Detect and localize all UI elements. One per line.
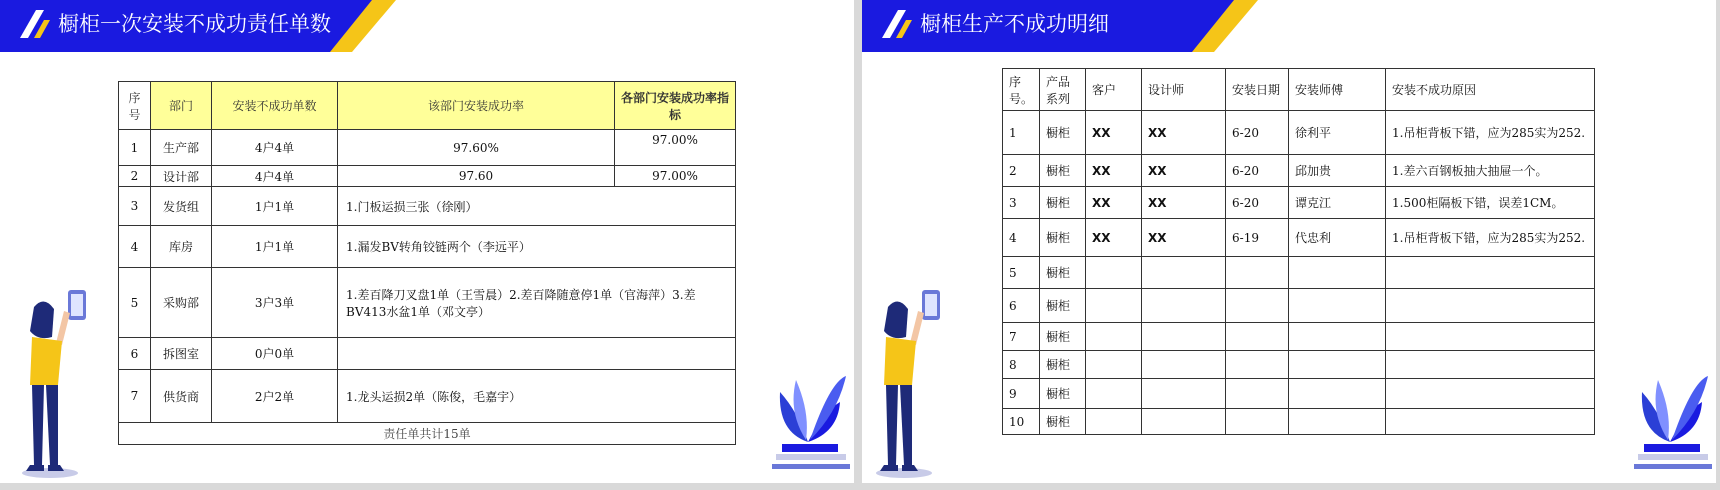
table-row — [119, 268, 736, 338]
date-cell — [1226, 409, 1289, 435]
count-cell: 1户1单 — [212, 226, 338, 268]
table-header-row — [119, 82, 736, 130]
series-cell: 橱柜 — [1040, 323, 1086, 351]
date-cell: 6-20 — [1226, 155, 1289, 187]
installer-cell — [1289, 257, 1386, 289]
installer-cell — [1289, 323, 1386, 351]
designer-cell — [1142, 257, 1226, 289]
installer-cell: 代忠利 — [1289, 219, 1386, 257]
count-cell: 4户4单 — [212, 166, 338, 187]
row-number: 6 — [119, 338, 151, 370]
customer-cell: XX — [1086, 155, 1142, 187]
row-number: 7 — [119, 370, 151, 423]
reason-cell: 1.吊柜背板下错，应为285实为252. — [1386, 219, 1595, 257]
customer-cell: XX — [1086, 219, 1142, 257]
header-cell: 各部门安装成功率指标 — [615, 82, 736, 130]
table-row — [119, 338, 736, 370]
date-cell: 6-20 — [1226, 187, 1289, 219]
table-row — [119, 187, 736, 226]
designer-cell: XX — [1142, 219, 1226, 257]
row-number: 5 — [1003, 257, 1040, 289]
table-row — [1003, 351, 1595, 379]
reason-cell — [1386, 379, 1595, 409]
note-cell: 1.漏发BV转角铰链两个（李远平） — [338, 226, 736, 268]
production-failure-table — [1002, 68, 1595, 435]
title-banner — [862, 0, 1262, 52]
page-title: 橱柜生产不成功明细 — [920, 12, 1109, 36]
installer-cell — [1289, 351, 1386, 379]
reason-cell — [1386, 289, 1595, 323]
installer-cell: 邱加贵 — [1289, 155, 1386, 187]
target-cell: 97.00% — [615, 166, 736, 187]
dept-cell: 库房 — [151, 226, 212, 268]
header-cell: 安装日期 — [1226, 69, 1289, 111]
reason-cell: 1.500柜隔板下错，误差1CM。 — [1386, 187, 1595, 219]
designer-cell — [1142, 289, 1226, 323]
row-number: 3 — [1003, 187, 1040, 219]
row-number: 2 — [119, 166, 151, 187]
table-row — [1003, 323, 1595, 351]
row-number: 2 — [1003, 155, 1040, 187]
table-row — [1003, 219, 1595, 257]
target-cell: 97.00% — [615, 130, 736, 166]
installer-cell — [1289, 379, 1386, 409]
header-cell: 产品系列 — [1040, 69, 1086, 111]
date-cell: 6-19 — [1226, 219, 1289, 257]
table-row — [119, 130, 736, 166]
designer-cell: XX — [1142, 155, 1226, 187]
blue-plant-illustration-icon — [1630, 372, 1712, 480]
note-cell: 1.门板运损三张（徐刚） — [338, 187, 736, 226]
table-row — [1003, 409, 1595, 435]
date-cell — [1226, 379, 1289, 409]
reason-cell — [1386, 351, 1595, 379]
rate-cell: 97.60% — [338, 130, 615, 166]
slide-right — [862, 0, 1716, 483]
date-cell — [1226, 351, 1289, 379]
rate-cell: 97.60 — [338, 166, 615, 187]
customer-cell — [1086, 409, 1142, 435]
count-cell: 4户4单 — [212, 130, 338, 166]
table-row — [119, 370, 736, 423]
customer-cell — [1086, 289, 1142, 323]
dept-cell: 设计部 — [151, 166, 212, 187]
note-cell: 1.差百降刀叉盘1单（王雪晨）2.差百降随意停1单（官海萍）3.差BV413水盆1单（邓文亭） — [338, 268, 736, 338]
header-cell: 安装师傅 — [1289, 69, 1386, 111]
customer-cell: XX — [1086, 187, 1142, 219]
slide-left — [0, 0, 854, 483]
series-cell: 橱柜 — [1040, 379, 1086, 409]
table-row — [1003, 111, 1595, 155]
installer-cell: 徐利平 — [1289, 111, 1386, 155]
series-cell: 橱柜 — [1040, 409, 1086, 435]
dept-cell: 发货组 — [151, 187, 212, 226]
note-cell: 1.龙头运损2单（陈俊，毛嘉宇） — [338, 370, 736, 423]
count-cell: 1户1单 — [212, 187, 338, 226]
row-number: 9 — [1003, 379, 1040, 409]
header-cell: 序号 — [119, 82, 151, 130]
reason-cell — [1386, 257, 1595, 289]
blue-plant-illustration-icon — [768, 372, 850, 480]
dept-cell: 拆图室 — [151, 338, 212, 370]
series-cell: 橱柜 — [1040, 257, 1086, 289]
row-number: 1 — [1003, 111, 1040, 155]
reason-cell: 1.吊柜背板下错，应为285实为252. — [1386, 111, 1595, 155]
person-with-tablet-illustration-icon — [18, 285, 88, 480]
table-row — [119, 166, 736, 187]
date-cell — [1226, 289, 1289, 323]
designer-cell — [1142, 351, 1226, 379]
row-number: 4 — [1003, 219, 1040, 257]
customer-cell — [1086, 323, 1142, 351]
note-cell — [338, 338, 736, 370]
count-cell: 0户0单 — [212, 338, 338, 370]
table-footer-row — [119, 423, 736, 445]
designer-cell — [1142, 323, 1226, 351]
series-cell: 橱柜 — [1040, 289, 1086, 323]
installer-cell — [1289, 409, 1386, 435]
designer-cell: XX — [1142, 111, 1226, 155]
responsibility-table — [118, 81, 736, 445]
series-cell: 橱柜 — [1040, 351, 1086, 379]
reason-cell — [1386, 409, 1595, 435]
person-with-tablet-illustration-icon — [872, 285, 942, 480]
reason-cell — [1386, 323, 1595, 351]
title-banner — [0, 0, 400, 52]
table-row — [1003, 187, 1595, 219]
customer-cell — [1086, 257, 1142, 289]
header-cell: 设计师 — [1142, 69, 1226, 111]
header-cell: 序号。 — [1003, 69, 1040, 111]
customer-cell: XX — [1086, 111, 1142, 155]
customer-cell — [1086, 351, 1142, 379]
header-cell: 部门 — [151, 82, 212, 130]
date-cell: 6-20 — [1226, 111, 1289, 155]
row-number: 3 — [119, 187, 151, 226]
count-cell: 2户2单 — [212, 370, 338, 423]
designer-cell: XX — [1142, 187, 1226, 219]
table-row — [1003, 155, 1595, 187]
date-cell — [1226, 257, 1289, 289]
series-cell: 橱柜 — [1040, 155, 1086, 187]
date-cell — [1226, 323, 1289, 351]
header-cell: 客户 — [1086, 69, 1142, 111]
installer-cell: 谭克江 — [1289, 187, 1386, 219]
series-cell: 橱柜 — [1040, 219, 1086, 257]
page-title: 橱柜一次安装不成功责任单数 — [58, 12, 331, 36]
table-row — [1003, 289, 1595, 323]
row-number: 8 — [1003, 351, 1040, 379]
table-row — [119, 226, 736, 268]
row-number: 7 — [1003, 323, 1040, 351]
designer-cell — [1142, 379, 1226, 409]
row-number: 6 — [1003, 289, 1040, 323]
customer-cell — [1086, 379, 1142, 409]
installer-cell — [1289, 289, 1386, 323]
designer-cell — [1142, 409, 1226, 435]
header-cell: 安装不成功单数 — [212, 82, 338, 130]
table-row — [1003, 257, 1595, 289]
table-header-row — [1003, 69, 1595, 111]
header-cell: 安装不成功原因 — [1386, 69, 1595, 111]
dept-cell: 生产部 — [151, 130, 212, 166]
table-row — [1003, 379, 1595, 409]
dept-cell: 供货商 — [151, 370, 212, 423]
total-note: 责任单共计15单 — [119, 423, 736, 445]
series-cell: 橱柜 — [1040, 111, 1086, 155]
count-cell: 3户3单 — [212, 268, 338, 338]
row-number: 5 — [119, 268, 151, 338]
row-number: 4 — [119, 226, 151, 268]
dept-cell: 采购部 — [151, 268, 212, 338]
row-number: 10 — [1003, 409, 1040, 435]
series-cell: 橱柜 — [1040, 187, 1086, 219]
row-number: 1 — [119, 130, 151, 166]
reason-cell: 1.差六百钢板抽大抽屉一个。 — [1386, 155, 1595, 187]
header-cell: 该部门安装成功率 — [338, 82, 615, 130]
